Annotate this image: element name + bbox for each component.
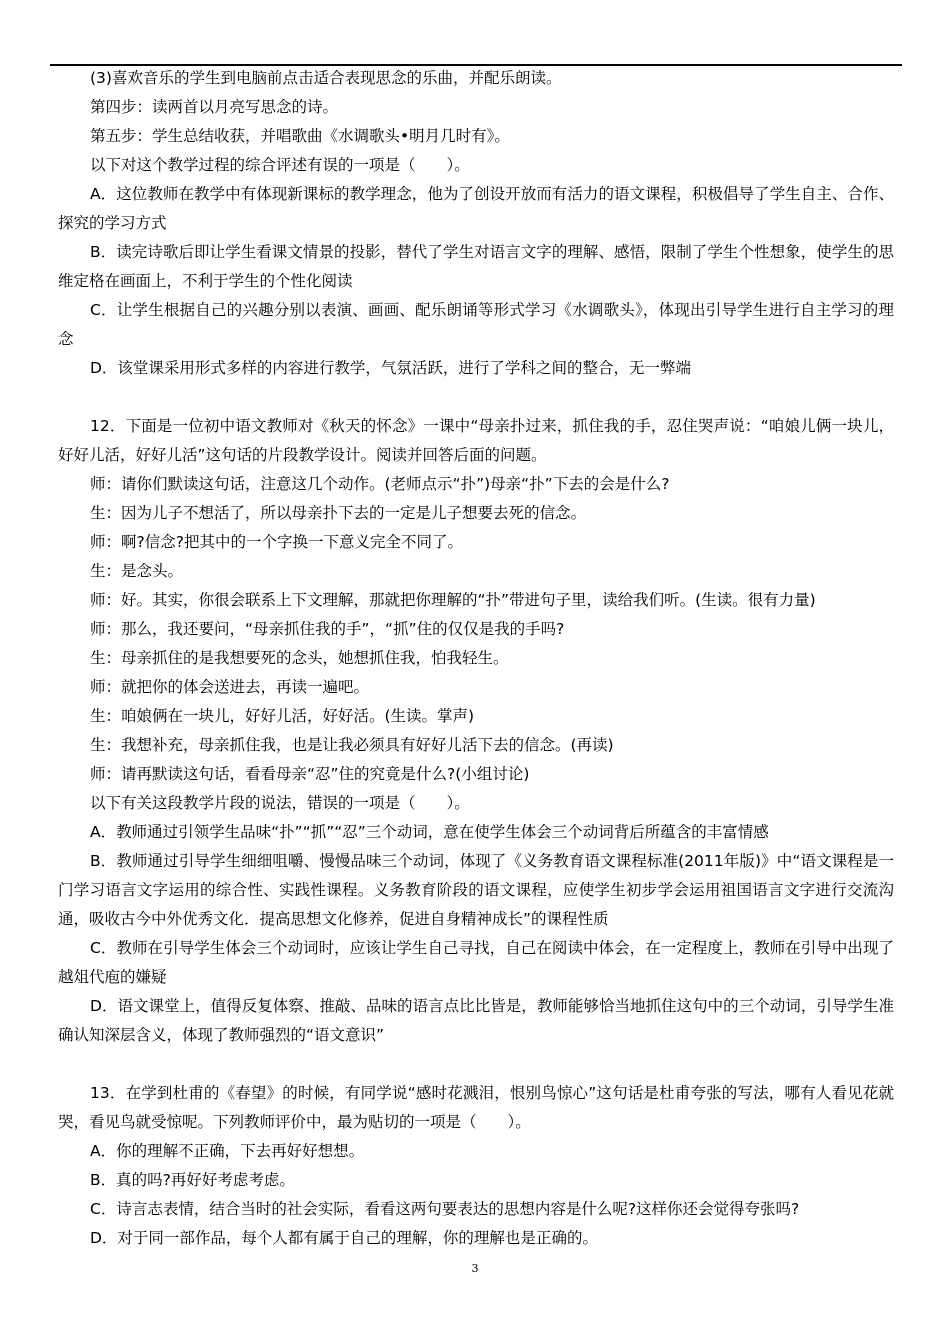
option-a: A．教师通过引领学生品味“扑”“抓”“忍”三个动词，意在使学生体会三个动词背后所蕴含的丰富情感	[90, 823, 769, 841]
option-a: A．这位教师在教学中有体现新课标的教学理念，他为了创设开放而有活力的语文课程，积极倡导了学生自主、合作、探究的学习方式	[58, 185, 894, 232]
intro-line: 第五步：学生总结收获，并唱歌曲《水调歌头•明月几时有》。	[90, 127, 510, 145]
question-prompt: 以下有关这段教学片段的说法，错误的一项是（ ）。	[90, 794, 470, 812]
page-content	[58, 64, 894, 1253]
page-number: 3	[471, 1262, 479, 1275]
option-b: B．教师通过引导学生细细咀嚼、慢慢品味三个动词，体现了《义务教育语文课程标准(2011年版)》中“语文课程是一门学习语言文字运用的综合性、实践性课程。义务教育阶段的语文课程，应使学生初步学会运用祖国语言文字进行交流沟通，吸收古今中外优秀文化．提高思想文化修养，促进自身精神成长”的课程性质	[58, 852, 894, 928]
dialogue-line: 师：好。其实，你很会联系上下文理解，那就把你理解的“扑”带进句子里，读给我们听。(生读。很有力量)	[90, 591, 816, 609]
section-gap	[58, 383, 894, 412]
option-c: C．让学生根据自己的兴趣分别以表演、画画、配乐朗诵等形式学习《水调歌头》，体现出引导学生进行自主学习的理念	[58, 301, 894, 348]
option-b: B．真的吗?再好好考虑考虑。	[90, 1171, 295, 1189]
intro-line: (3)喜欢音乐的学生到电脑前点击适合表现思念的乐曲，并配乐朗读。	[90, 69, 562, 87]
question-prompt: 以下对这个教学过程的综合评述有误的一项是（ ）。	[90, 156, 470, 174]
dialogue-line: 生：是念头。	[90, 562, 184, 580]
option-d: D．语文课堂上，值得反复体察、推敲、品味的语言点比比皆是，教师能够恰当地抓住这句中的三个动词，引导学生准确认知深层含义，体现了教师强烈的“语文意识”	[58, 997, 894, 1044]
option-b: B．读完诗歌后即让学生看课文情景的投影，替代了学生对语言文字的理解、感悟，限制了学生个性想象，使学生的思维定格在画面上，不利于学生的个性化阅读	[58, 243, 894, 290]
dialogue-line: 生：母亲抓住的是我想要死的念头，她想抓住我，怕我轻生。	[90, 649, 509, 667]
dialogue-line: 师：啊?信念?把其中的一个字换一下意义完全不同了。	[90, 533, 463, 551]
option-d: D．该堂课采用形式多样的内容进行教学，气氛活跃，进行了学科之间的整合，无一弊端	[90, 359, 691, 377]
dialogue-line: 生：咱娘俩在一块儿，好好儿活，好好活。(生读。掌声)	[90, 707, 475, 725]
dialogue-line: 师：就把你的体会送进去，再读一遍吧。	[90, 678, 370, 696]
option-c: C．诗言志表情，结合当时的社会实际，看看这两句要表达的思想内容是什么呢?这样你还会觉得夸张吗?	[90, 1200, 800, 1218]
intro-line: 第四步：读两首以月亮写思念的诗。	[90, 98, 339, 116]
dialogue-line: 师：请你们默读这句话，注意这几个动作。(老师点示“扑”)母亲“扑”下去的会是什么?	[90, 475, 670, 493]
question-13-stem: 13．在学到杜甫的《春望》的时候，有同学说“感时花溅泪，恨别鸟惊心”这句话是杜甫夸张的写法，哪有人看见花就哭，看见鸟就受惊呢。下列教师评价中，最为贴切的一项是（ ）。	[58, 1084, 894, 1131]
dialogue-line: 生：我想补充，母亲抓住我，也是让我必须具有好好儿活下去的信念。(再读)	[90, 736, 614, 754]
dialogue-line: 师：那么，我还要问，“母亲抓住我的手”，“抓”住的仅仅是我的手吗?	[90, 620, 565, 638]
dialogue-line: 师：请再默读这句话，看看母亲“忍”住的究竟是什么?(小组讨论)	[90, 765, 530, 783]
option-a: A．你的理解不正确，下去再好好想想。	[90, 1142, 365, 1160]
option-c: C．教师在引导学生体会三个动词时，应该让学生自己寻找，自己在阅读中体会，在一定程度上，教师在引导中出现了越俎代庖的嫌疑	[58, 939, 894, 986]
question-12-stem: 12．下面是一位初中语文教师对《秋天的怀念》一课中“母亲扑过来，抓住我的手，忍住哭声说：“咱娘儿俩一块儿，好好儿活，好好儿活”这句话的片段教学设计。阅读并回答后面的问题。	[58, 417, 894, 464]
option-d: D．对于同一部作品，每个人都有属于自己的理解，你的理解也是正确的。	[90, 1229, 598, 1247]
section-gap	[58, 1050, 894, 1079]
dialogue-line: 生：因为儿子不想活了，所以母亲扑下去的一定是儿子想要去死的信念。	[90, 504, 587, 522]
